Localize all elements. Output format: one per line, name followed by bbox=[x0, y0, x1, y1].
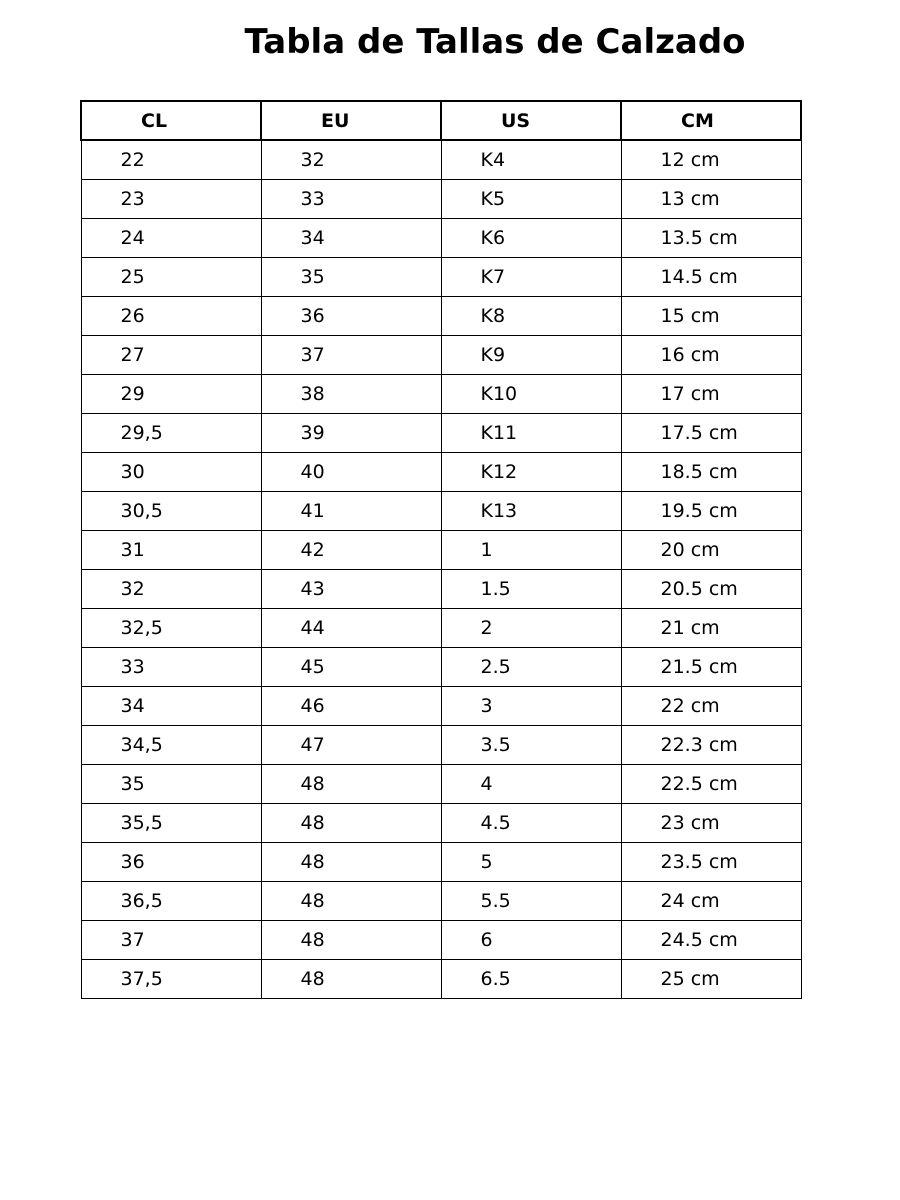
table-row bbox=[81, 764, 801, 803]
cell-cm: 25 cm bbox=[621, 959, 801, 998]
table-body bbox=[81, 140, 801, 998]
cell-cl: 26 bbox=[81, 296, 261, 335]
cell-eu: 48 bbox=[261, 881, 441, 920]
cell-eu: 41 bbox=[261, 491, 441, 530]
table-row bbox=[81, 218, 801, 257]
table-row bbox=[81, 452, 801, 491]
cell-eu: 38 bbox=[261, 374, 441, 413]
table-row bbox=[81, 647, 801, 686]
cell-cl: 25 bbox=[81, 257, 261, 296]
table-row bbox=[81, 842, 801, 881]
cell-us: K9 bbox=[441, 335, 621, 374]
cell-cl: 37,5 bbox=[81, 959, 261, 998]
cell-cl: 37 bbox=[81, 920, 261, 959]
cell-us: K4 bbox=[441, 140, 621, 179]
cell-eu: 48 bbox=[261, 803, 441, 842]
cell-cm: 19.5 cm bbox=[621, 491, 801, 530]
cell-eu: 48 bbox=[261, 764, 441, 803]
cell-eu: 43 bbox=[261, 569, 441, 608]
cell-cm: 17.5 cm bbox=[621, 413, 801, 452]
column-header-us: US bbox=[441, 101, 621, 140]
table-row bbox=[81, 413, 801, 452]
table-row bbox=[81, 608, 801, 647]
column-header-eu: EU bbox=[261, 101, 441, 140]
cell-us: K11 bbox=[441, 413, 621, 452]
table-row bbox=[81, 881, 801, 920]
cell-us: 6 bbox=[441, 920, 621, 959]
table-row bbox=[81, 530, 801, 569]
cell-cl: 35 bbox=[81, 764, 261, 803]
cell-us: K6 bbox=[441, 218, 621, 257]
cell-cm: 21 cm bbox=[621, 608, 801, 647]
cell-cm: 18.5 cm bbox=[621, 452, 801, 491]
cell-us: 3 bbox=[441, 686, 621, 725]
cell-us: 4 bbox=[441, 764, 621, 803]
cell-us: 6.5 bbox=[441, 959, 621, 998]
cell-us: K13 bbox=[441, 491, 621, 530]
cell-us: 4.5 bbox=[441, 803, 621, 842]
cell-us: K8 bbox=[441, 296, 621, 335]
table-row bbox=[81, 803, 801, 842]
cell-us: K12 bbox=[441, 452, 621, 491]
cell-us: 2 bbox=[441, 608, 621, 647]
cell-eu: 42 bbox=[261, 530, 441, 569]
table-row bbox=[81, 725, 801, 764]
table-row bbox=[81, 491, 801, 530]
cell-us: 1 bbox=[441, 530, 621, 569]
table-row bbox=[81, 686, 801, 725]
cell-cl: 22 bbox=[81, 140, 261, 179]
cell-cm: 13.5 cm bbox=[621, 218, 801, 257]
table-row bbox=[81, 179, 801, 218]
cell-eu: 33 bbox=[261, 179, 441, 218]
table-row bbox=[81, 257, 801, 296]
cell-cm: 23.5 cm bbox=[621, 842, 801, 881]
cell-cl: 32,5 bbox=[81, 608, 261, 647]
table-row bbox=[81, 140, 801, 179]
cell-cm: 21.5 cm bbox=[621, 647, 801, 686]
column-header-cm: CM bbox=[621, 101, 801, 140]
cell-eu: 39 bbox=[261, 413, 441, 452]
cell-cm: 13 cm bbox=[621, 179, 801, 218]
cell-cl: 27 bbox=[81, 335, 261, 374]
header-row bbox=[81, 101, 801, 140]
cell-us: 5 bbox=[441, 842, 621, 881]
cell-cl: 34,5 bbox=[81, 725, 261, 764]
cell-us: 3.5 bbox=[441, 725, 621, 764]
cell-cm: 22 cm bbox=[621, 686, 801, 725]
cell-us: 2.5 bbox=[441, 647, 621, 686]
cell-cl: 30 bbox=[81, 452, 261, 491]
cell-eu: 40 bbox=[261, 452, 441, 491]
cell-cl: 36 bbox=[81, 842, 261, 881]
cell-cm: 20 cm bbox=[621, 530, 801, 569]
cell-cl: 32 bbox=[81, 569, 261, 608]
table-row bbox=[81, 374, 801, 413]
cell-cm: 20.5 cm bbox=[621, 569, 801, 608]
cell-cm: 15 cm bbox=[621, 296, 801, 335]
cell-eu: 35 bbox=[261, 257, 441, 296]
cell-eu: 37 bbox=[261, 335, 441, 374]
cell-cm: 17 cm bbox=[621, 374, 801, 413]
table-row bbox=[81, 335, 801, 374]
cell-us: 5.5 bbox=[441, 881, 621, 920]
cell-cm: 22.3 cm bbox=[621, 725, 801, 764]
cell-eu: 32 bbox=[261, 140, 441, 179]
cell-us: K5 bbox=[441, 179, 621, 218]
cell-eu: 47 bbox=[261, 725, 441, 764]
cell-cl: 31 bbox=[81, 530, 261, 569]
table-row bbox=[81, 569, 801, 608]
cell-cl: 33 bbox=[81, 647, 261, 686]
cell-eu: 36 bbox=[261, 296, 441, 335]
cell-us: K10 bbox=[441, 374, 621, 413]
cell-eu: 48 bbox=[261, 842, 441, 881]
column-header-cl: CL bbox=[81, 101, 261, 140]
page-title: Tabla de Tallas de Calzado bbox=[244, 22, 746, 62]
cell-cl: 35,5 bbox=[81, 803, 261, 842]
cell-cm: 12 cm bbox=[621, 140, 801, 179]
cell-cl: 29 bbox=[81, 374, 261, 413]
cell-cm: 24 cm bbox=[621, 881, 801, 920]
cell-eu: 45 bbox=[261, 647, 441, 686]
table-row bbox=[81, 959, 801, 998]
table-row bbox=[81, 296, 801, 335]
cell-cl: 29,5 bbox=[81, 413, 261, 452]
cell-cm: 22.5 cm bbox=[621, 764, 801, 803]
cell-eu: 34 bbox=[261, 218, 441, 257]
size-table bbox=[80, 100, 802, 999]
cell-cl: 34 bbox=[81, 686, 261, 725]
cell-us: 1.5 bbox=[441, 569, 621, 608]
cell-cm: 14.5 cm bbox=[621, 257, 801, 296]
cell-eu: 44 bbox=[261, 608, 441, 647]
cell-us: K7 bbox=[441, 257, 621, 296]
cell-eu: 48 bbox=[261, 920, 441, 959]
cell-cm: 23 cm bbox=[621, 803, 801, 842]
cell-eu: 46 bbox=[261, 686, 441, 725]
table-row bbox=[81, 920, 801, 959]
cell-cl: 30,5 bbox=[81, 491, 261, 530]
cell-cl: 23 bbox=[81, 179, 261, 218]
cell-cm: 16 cm bbox=[621, 335, 801, 374]
cell-cm: 24.5 cm bbox=[621, 920, 801, 959]
cell-eu: 48 bbox=[261, 959, 441, 998]
cell-cl: 36,5 bbox=[81, 881, 261, 920]
cell-cl: 24 bbox=[81, 218, 261, 257]
